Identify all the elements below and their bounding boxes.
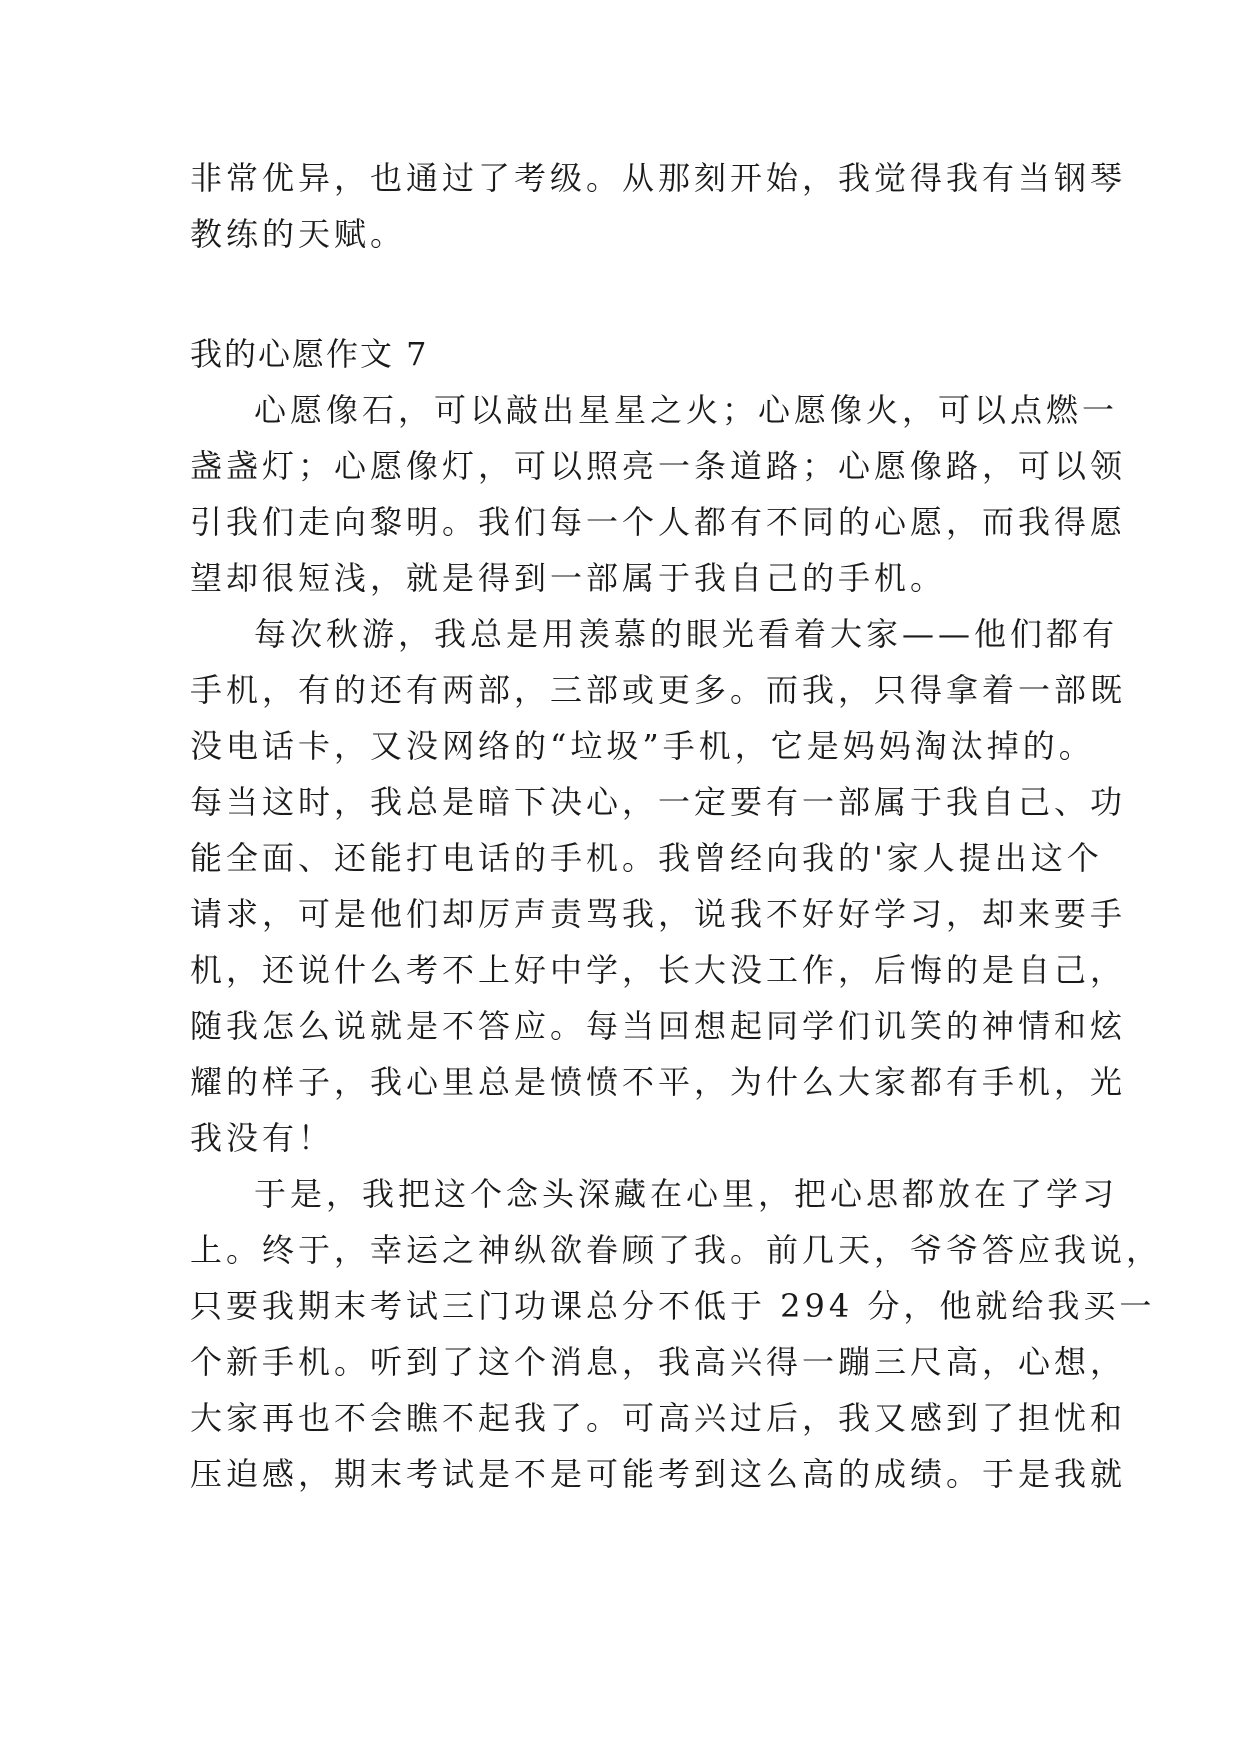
text-line: 非常优异，也通过了考级。从那刻开始，我觉得我有当钢琴 [190,159,1127,197]
text-line: 大家再也不会瞧不起我了。可高兴过后，我又感到了担忧和 [190,1399,1127,1437]
section-title: 我的心愿作文 7 [190,335,429,373]
text-line: 耀的样子，我心里总是愤愤不平，为什么大家都有手机，光 [190,1063,1127,1101]
text-line: 能全面、还能打电话的手机。我曾经向我的'家人提出这个 [190,839,1103,877]
text-line: 于是，我把这个念头深藏在心里，把心思都放在了学习 [254,1175,1119,1213]
text-line: 我没有！ [190,1119,335,1157]
text-line: 压迫感，期末考试是不是可能考到这么高的成绩。于是我就 [190,1455,1127,1493]
text-line: 机，还说什么考不上好中学，长大没工作，后悔的是自己， [190,951,1127,989]
paragraph-1 [190,382,1127,606]
text-line: 没电话卡，又没网络的“垃圾”手机，它是妈妈淘汰掉的。 [190,727,1095,765]
text-line: 心愿像石，可以敲出星星之火；心愿像火，可以点燃一 [254,391,1119,429]
text-line: 引我们走向黎明。我们每一个人都有不同的心愿，而我得愿 [190,503,1127,541]
text-line: 上。终于，幸运之神纵欲眷顾了我。前几天，爷爷答应我说， [190,1231,1163,1269]
text-line: 盏盏灯；心愿像灯，可以照亮一条道路；心愿像路，可以领 [190,447,1127,485]
spacer [190,262,1070,326]
text-line: 教练的天赋。 [190,215,407,253]
text-line: 每当这时，我总是暗下决心，一定要有一部属于我自己、功 [190,783,1127,821]
paragraph-3 [190,1166,1163,1502]
document-page [190,150,1163,1502]
paragraph-2 [190,606,1127,1166]
text-line: 随我怎么说就是不答应。每当回想起同学们讥笑的神情和炫 [190,1007,1127,1045]
text-line: 个新手机。听到了这个消息，我高兴得一蹦三尺高，心想， [190,1343,1127,1381]
text-line: 望却很短浅，就是得到一部属于我自己的手机。 [190,559,947,597]
text-line: 每次秋游，我总是用羡慕的眼光看着大家——他们都有 [254,615,1119,653]
text-line: 只要我期末考试三门功课总分不低于 294 分，他就给我买一 [190,1287,1156,1325]
text-line: 请求，可是他们却厉声责骂我，说我不好好学习，却来要手 [190,895,1127,933]
continued-paragraph [190,150,1127,262]
text-line: 手机，有的还有两部，三部或更多。而我，只得拿着一部既 [190,671,1127,709]
